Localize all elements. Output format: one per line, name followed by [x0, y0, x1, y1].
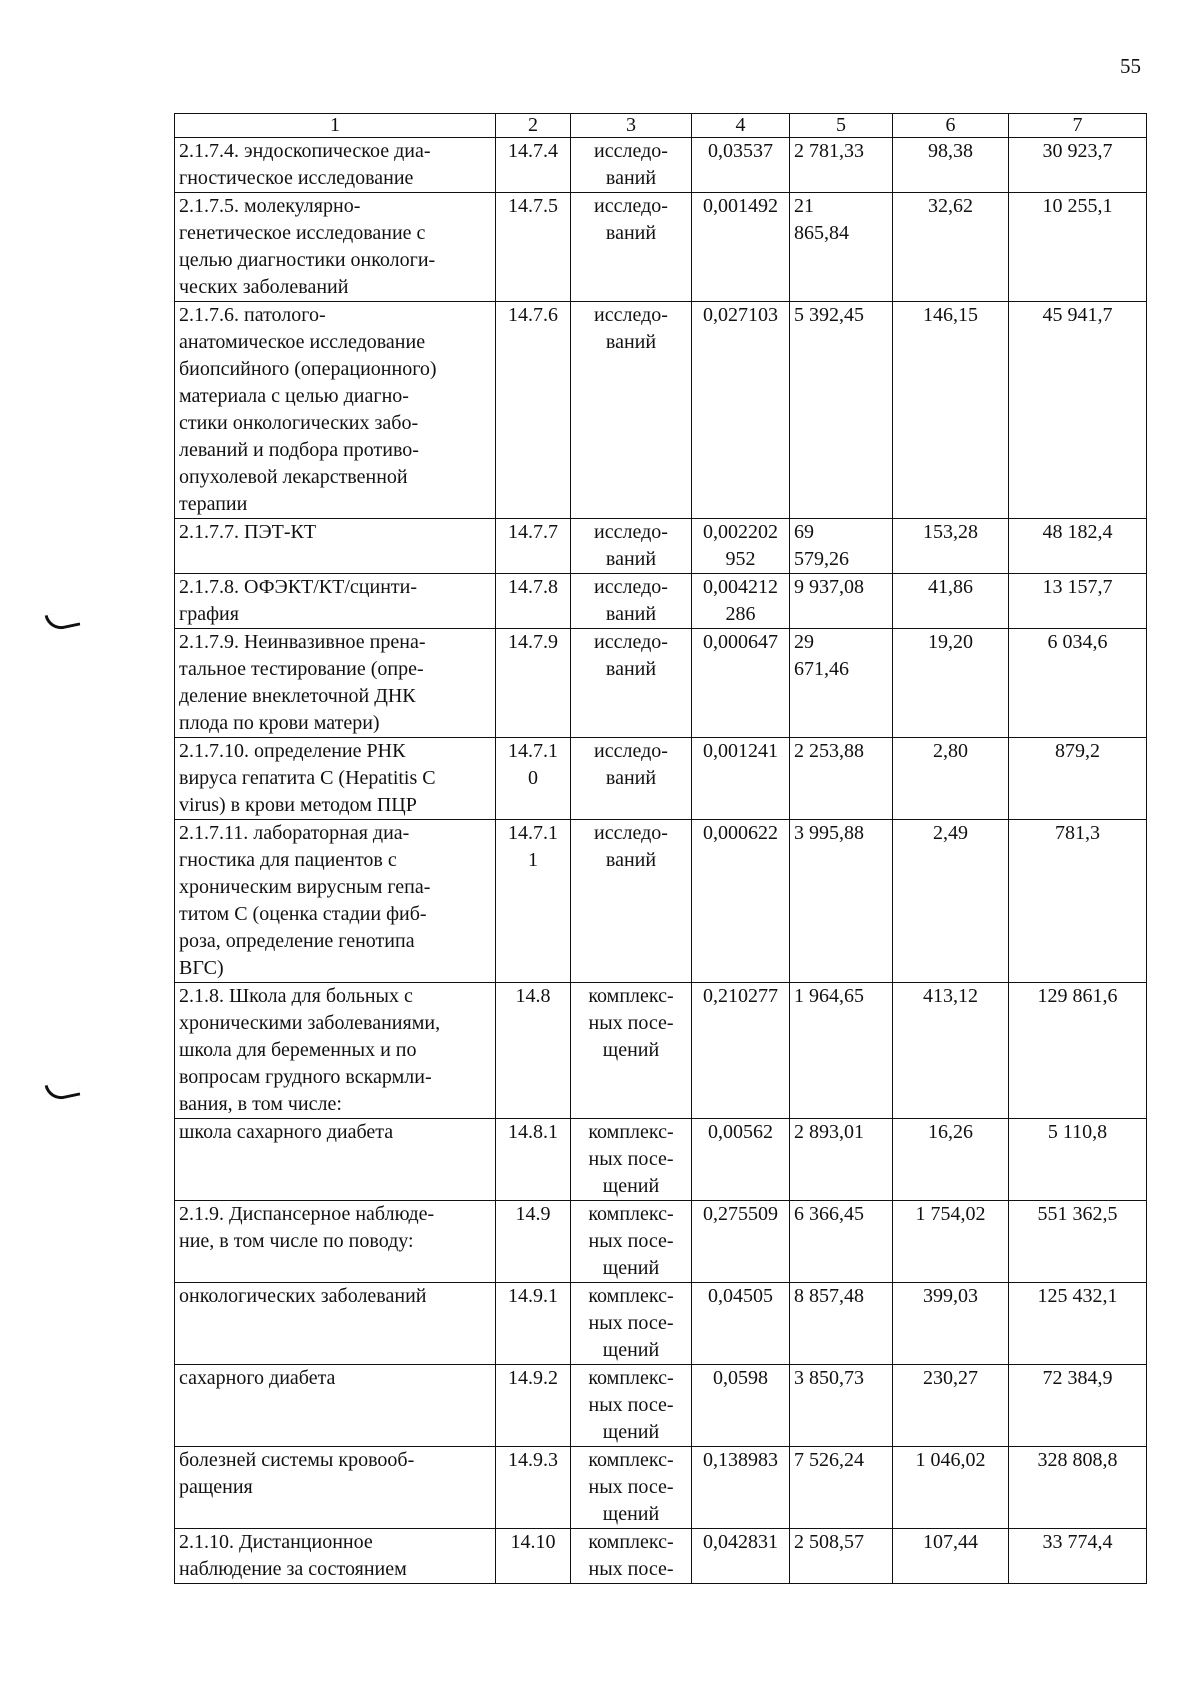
row-code-cell: 14.8: [496, 983, 571, 1119]
table-row: [175, 629, 1147, 738]
row-cost-cell: 29 671,46: [790, 629, 893, 738]
row-name-cell: 2.1.7.6. патолого- анатомическое исследование биопсийного (операционного) материала с целью диагно- стики онкологических забо- леваний и подбора противо- опухолевой лекарственной терапии: [175, 302, 496, 519]
row-unit-cell: исследо- ваний: [571, 193, 692, 302]
row-norm-cell: 0,04505: [692, 1283, 790, 1365]
row-norm-cell: 0,001241: [692, 738, 790, 820]
row-unit-cell: исследо- ваний: [571, 629, 692, 738]
row-unit-cell: комплекс- ных посе- щений: [571, 1365, 692, 1447]
column-header: 6: [893, 114, 1009, 138]
row-unit-cell: комплекс- ных посе- щений: [571, 1119, 692, 1201]
table-row: [175, 302, 1147, 519]
table-row: [175, 193, 1147, 302]
row-total-cell: 48 182,4: [1009, 519, 1147, 574]
page-number: 55: [1120, 54, 1141, 78]
row-name-cell: болезней системы кровооб- ращения: [175, 1447, 496, 1529]
row-per-capita-cell: 2,80: [893, 738, 1009, 820]
table-row: [175, 1529, 1147, 1584]
row-total-cell: 13 157,7: [1009, 574, 1147, 629]
column-header: 3: [571, 114, 692, 138]
row-cost-cell: 2 253,88: [790, 738, 893, 820]
row-name-cell: онкологических заболеваний: [175, 1283, 496, 1365]
row-norm-cell: 0,275509: [692, 1201, 790, 1283]
row-code-cell: 14.7.1 0: [496, 738, 571, 820]
row-norm-cell: 0,0598: [692, 1365, 790, 1447]
column-header: 5: [790, 114, 893, 138]
row-code-cell: 14.9.3: [496, 1447, 571, 1529]
row-norm-cell: 0,004212 286: [692, 574, 790, 629]
row-name-cell: 2.1.9. Диспансерное наблюде- ние, в том числе по поводу:: [175, 1201, 496, 1283]
row-norm-cell: 0,210277: [692, 983, 790, 1119]
row-cost-cell: 2 508,57: [790, 1529, 893, 1584]
table-row: [175, 738, 1147, 820]
row-per-capita-cell: 146,15: [893, 302, 1009, 519]
row-unit-cell: комплекс- ных посе- щений: [571, 1283, 692, 1365]
table-row: [175, 1201, 1147, 1283]
table-row: [175, 820, 1147, 983]
row-norm-cell: 0,027103: [692, 302, 790, 519]
row-name-cell: 2.1.7.4. эндоскопическое диа- гностическое исследование: [175, 138, 496, 193]
row-unit-cell: комплекс- ных посе- щений: [571, 983, 692, 1119]
row-total-cell: 781,3: [1009, 820, 1147, 983]
column-header: 1: [175, 114, 496, 138]
row-code-cell: 14.7.5: [496, 193, 571, 302]
row-code-cell: 14.8.1: [496, 1119, 571, 1201]
row-cost-cell: 2 893,01: [790, 1119, 893, 1201]
row-name-cell: школа сахарного диабета: [175, 1119, 496, 1201]
margin-mark: [45, 609, 81, 632]
row-unit-cell: комплекс- ных посе- щений: [571, 1201, 692, 1283]
row-cost-cell: 8 857,48: [790, 1283, 893, 1365]
row-total-cell: 6 034,6: [1009, 629, 1147, 738]
column-header: 7: [1009, 114, 1147, 138]
row-cost-cell: 6 366,45: [790, 1201, 893, 1283]
row-unit-cell: исследо- ваний: [571, 820, 692, 983]
row-code-cell: 14.10: [496, 1529, 571, 1584]
row-per-capita-cell: 2,49: [893, 820, 1009, 983]
row-code-cell: 14.7.8: [496, 574, 571, 629]
table-row: [175, 1447, 1147, 1529]
row-per-capita-cell: 413,12: [893, 983, 1009, 1119]
row-cost-cell: 5 392,45: [790, 302, 893, 519]
row-unit-cell: исследо- ваний: [571, 302, 692, 519]
row-per-capita-cell: 153,28: [893, 519, 1009, 574]
row-cost-cell: 3 850,73: [790, 1365, 893, 1447]
row-cost-cell: 1 964,65: [790, 983, 893, 1119]
row-code-cell: 14.7.6: [496, 302, 571, 519]
row-total-cell: 30 923,7: [1009, 138, 1147, 193]
row-norm-cell: 0,00562: [692, 1119, 790, 1201]
row-total-cell: 551 362,5: [1009, 1201, 1147, 1283]
table-row: [175, 1365, 1147, 1447]
row-total-cell: 5 110,8: [1009, 1119, 1147, 1201]
column-header: 4: [692, 114, 790, 138]
table-row: [175, 138, 1147, 193]
row-total-cell: 125 432,1: [1009, 1283, 1147, 1365]
row-name-cell: 2.1.7.11. лабораторная диа- гностика для пациентов с хроническим вирусным гепа- титом С (оценка стадии фиб- роза, определение генотипа ВГС): [175, 820, 496, 983]
row-unit-cell: исследо- ваний: [571, 738, 692, 820]
row-cost-cell: 7 526,24: [790, 1447, 893, 1529]
table-row: [175, 1283, 1147, 1365]
row-total-cell: 33 774,4: [1009, 1529, 1147, 1584]
row-code-cell: 14.7.1 1: [496, 820, 571, 983]
row-per-capita-cell: 19,20: [893, 629, 1009, 738]
row-per-capita-cell: 32,62: [893, 193, 1009, 302]
row-name-cell: 2.1.8. Школа для больных с хроническими заболеваниями, школа для беременных и по вопросам грудного вскармли- вания, в том числе:: [175, 983, 496, 1119]
row-total-cell: 72 384,9: [1009, 1365, 1147, 1447]
row-unit-cell: комплекс- ных посе-: [571, 1529, 692, 1584]
row-name-cell: 2.1.7.5. молекулярно- генетическое исследование с целью диагностики онкологи- ческих заболеваний: [175, 193, 496, 302]
row-cost-cell: 2 781,33: [790, 138, 893, 193]
row-cost-cell: 3 995,88: [790, 820, 893, 983]
row-code-cell: 14.7.4: [496, 138, 571, 193]
table-header-row: [175, 114, 1147, 138]
row-code-cell: 14.7.9: [496, 629, 571, 738]
row-unit-cell: исследо- ваний: [571, 574, 692, 629]
row-code-cell: 14.9.2: [496, 1365, 571, 1447]
row-name-cell: 2.1.10. Дистанционное наблюдение за состоянием: [175, 1529, 496, 1584]
row-name-cell: 2.1.7.8. ОФЭКТ/КТ/сцинти- графия: [175, 574, 496, 629]
table-row: [175, 983, 1147, 1119]
row-cost-cell: 21 865,84: [790, 193, 893, 302]
row-per-capita-cell: 1 046,02: [893, 1447, 1009, 1529]
row-per-capita-cell: 41,86: [893, 574, 1009, 629]
row-norm-cell: 0,002202 952: [692, 519, 790, 574]
row-total-cell: 10 255,1: [1009, 193, 1147, 302]
tariff-table: [174, 113, 1147, 1584]
row-total-cell: 879,2: [1009, 738, 1147, 820]
row-cost-cell: 9 937,08: [790, 574, 893, 629]
row-code-cell: 14.7.7: [496, 519, 571, 574]
column-header: 2: [496, 114, 571, 138]
row-norm-cell: 0,03537: [692, 138, 790, 193]
row-unit-cell: исследо- ваний: [571, 138, 692, 193]
row-per-capita-cell: 16,26: [893, 1119, 1009, 1201]
margin-mark: [45, 1079, 81, 1102]
table-row: [175, 1119, 1147, 1201]
row-name-cell: сахарного диабета: [175, 1365, 496, 1447]
row-norm-cell: 0,001492: [692, 193, 790, 302]
row-total-cell: 45 941,7: [1009, 302, 1147, 519]
row-norm-cell: 0,138983: [692, 1447, 790, 1529]
row-unit-cell: исследо- ваний: [571, 519, 692, 574]
row-name-cell: 2.1.7.9. Неинвазивное прена- тальное тестирование (опре- деление внеклеточной ДНК плода по крови матери): [175, 629, 496, 738]
row-name-cell: 2.1.7.7. ПЭТ-КТ: [175, 519, 496, 574]
table-row: [175, 519, 1147, 574]
row-code-cell: 14.9: [496, 1201, 571, 1283]
row-per-capita-cell: 107,44: [893, 1529, 1009, 1584]
row-total-cell: 129 861,6: [1009, 983, 1147, 1119]
row-norm-cell: 0,042831: [692, 1529, 790, 1584]
row-per-capita-cell: 399,03: [893, 1283, 1009, 1365]
row-total-cell: 328 808,8: [1009, 1447, 1147, 1529]
row-unit-cell: комплекс- ных посе- щений: [571, 1447, 692, 1529]
row-code-cell: 14.9.1: [496, 1283, 571, 1365]
row-name-cell: 2.1.7.10. определение РНК вируса гепатита С (Hepatitis C virus) в крови методом ПЦР: [175, 738, 496, 820]
row-per-capita-cell: 1 754,02: [893, 1201, 1009, 1283]
row-cost-cell: 69 579,26: [790, 519, 893, 574]
row-norm-cell: 0,000622: [692, 820, 790, 983]
row-per-capita-cell: 98,38: [893, 138, 1009, 193]
table-row: [175, 574, 1147, 629]
row-norm-cell: 0,000647: [692, 629, 790, 738]
row-per-capita-cell: 230,27: [893, 1365, 1009, 1447]
